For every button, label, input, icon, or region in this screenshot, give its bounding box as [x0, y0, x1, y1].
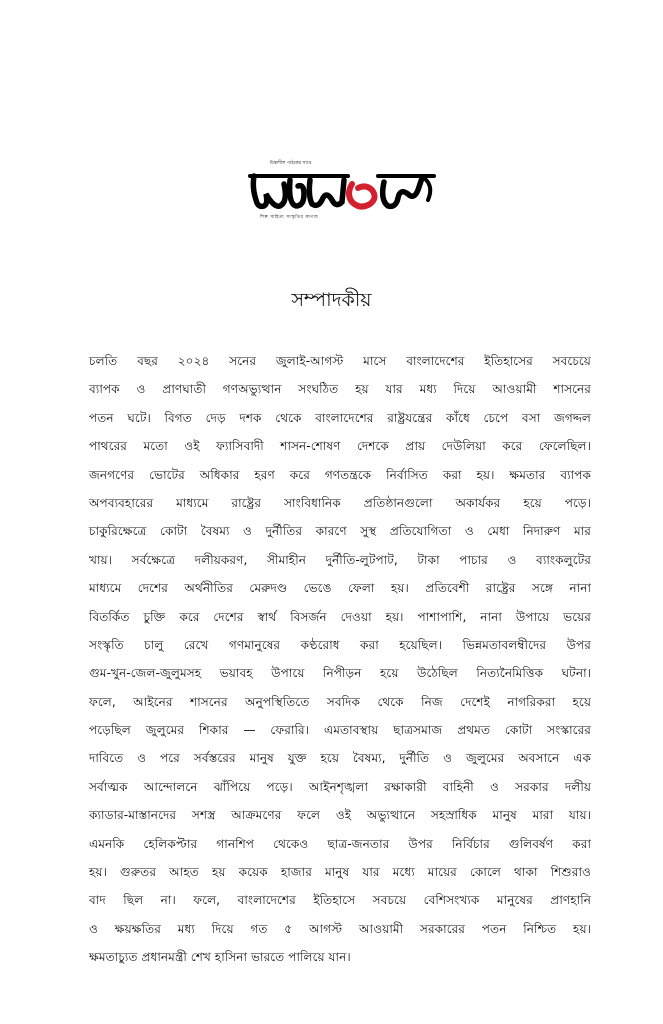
page-title: সম্পাদকীয় — [291, 289, 372, 311]
paragraph-line: মাধ্যমে দেশের অর্থনীতির মেরুদণ্ড ভেঙে ফেলা হয়। প্রতিবেশী রাষ্ট্রের সঙ্গে নানা — [89, 581, 591, 596]
paragraph-line: পড়েছিল জুলুমের শিকার — ফেরারি। এমতাবস্থায় ছাত্রসমাজ প্রথমত কোটা সংস্কারের — [89, 723, 591, 738]
paragraph-line: হয়। গুরুতর আহত হয় কয়েক হাজার মানুষ যার মধ্যে মায়ের কোলে থাকা শিশুরাও — [89, 865, 591, 880]
paragraph-line: খায়। সর্বক্ষেত্রে দলীয়করণ, সীমাহীন দুর্নীতি-লুটপাট, টাকা পাচার ও ব্যাংকলুটের — [89, 552, 591, 567]
logo-tagline: চিন্তাশীল পাঠকের সাথে — [270, 161, 312, 166]
magazine-logo — [248, 160, 438, 222]
paragraph-line: সর্বাত্মক আন্দোলনে ঝাঁপিয়ে পড়ে। আইনশৃঙ্খলা রক্ষাকারী বাহিনী ও সরকার দলীয় — [89, 779, 591, 794]
paragraph-line: ক্যাডার-মাস্তানদের সশস্ত্র আক্রমণের ফলে ওই অভ্যুত্থানে সহস্রাধিক মানুষ মারা যায়। — [89, 808, 591, 823]
paragraph-line: চলতি বছর ২০২৪ সনের জুলাই-আগস্ট মাসে বাংলাদেশের ইতিহাসের সবচেয়ে — [89, 354, 591, 368]
paragraph-line: এমনকি হেলিকপ্টার গানশিপ থেকেও ছাত্র-জনতার উপর নির্বিচার গুলিবর্ষণ করা — [89, 836, 591, 851]
paragraph-line: জনগণের ভোটের অধিকার হরণ করে গণতন্ত্রকে নির্বাসিত করা হয়। ক্ষমতার ব্যাপক — [89, 467, 591, 482]
paragraph-line: পতন ঘটে। বিগত দেড় দশক থেকে বাংলাদেশের রাষ্ট্রযন্ত্রের কাঁধে চেপে বসা জগদ্দল — [89, 410, 591, 425]
paragraph-line: বিতর্কিত চুক্তি করে দেশের স্বার্থ বিসর্জন দেওয়া হয়। পাশাপাশি, নানা উপায়ে ভয়ের — [89, 609, 591, 624]
paragraph-line: দাবিতে ও পরে সর্বস্তরের মানুষ যুক্ত হয়ে বৈষম্য, দুর্নীতি ও জুলুমের অবসানে এক — [89, 751, 591, 766]
paragraph-line: বাদ ছিল না। ফলে, বাংলাদেশের ইতিহাসে সবচয়ে বেশিসংখ্যক মানুষের প্রাণহানি — [89, 893, 591, 908]
logo-mark-graphic — [248, 166, 438, 216]
paragraph-line: পাথরের মতো ওই ফ্যাসিবাদী শাসন-শোষণ দেশকে প্রায় দেউলিয়া করে ফেলেছিল। — [89, 439, 591, 454]
paragraph-line: ক্ষমতাচ্যুত প্রধানমন্ত্রী শেখ হাসিনা ভারতে পালিয়ে যান। — [89, 950, 351, 965]
paragraph-line: অপব্যবহারের মাধ্যমে রাষ্ট্রের সাংবিধানিক প্রতিষ্ঠানগুলো অকার্যকর হয়ে পড়ে। — [89, 495, 591, 510]
paragraph-line: ফলে, আইনের শাসনের অনুপস্থিতিতে সবদিক থেকে নিজ দেশেই নাগরিকরা হয়ে — [89, 694, 591, 709]
logo-subtitle: শিল্প সাহিত্য সংস্কৃতির কাগজ — [260, 215, 319, 220]
paragraph-line: গুম-খুন-জেল-জুলুমসহ ভয়াবহ উপায়ে নিপীড়ন হয়ে উঠেছিল নিত্যনৈমিত্তিক ঘটনা। — [89, 666, 591, 681]
paragraph-line: সংস্কৃতি চালু রেখে গণমানুষের কণ্ঠরোধ করা হয়েছিল। ভিন্নমতাবলম্বীদের উপর — [89, 637, 591, 652]
editorial-body — [89, 347, 591, 972]
paragraph-line: ও ক্ষয়ক্ষতির মধ্য দিয়ে গত ৫ আগস্ট আওয়ামী সরকারের পতন নিশ্চিত হয়। — [89, 921, 591, 936]
paragraph-line: ব্যাপক ও প্রাণঘাতী গণঅভ্যুত্থান সংঘঠিত হয় যার মধ্য দিয়ে আওয়ামী শাসনের — [89, 382, 591, 397]
paragraph-line: চাকুরিক্ষেত্রে কোটা বৈষম্য ও দুর্নীতির কারণে সুস্থ প্রতিযোগিতা ও মেধা নিদারুণ মার — [89, 524, 591, 539]
